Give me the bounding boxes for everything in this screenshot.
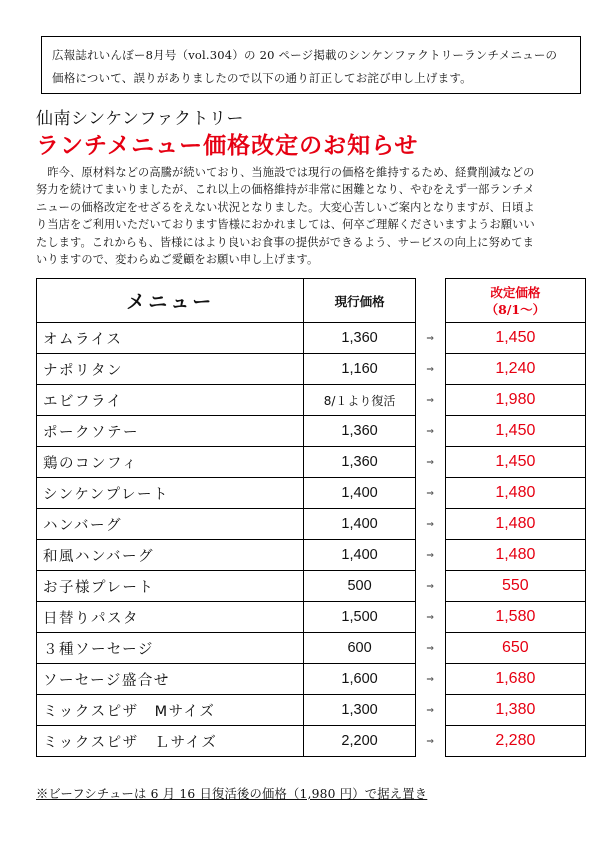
current-price: 8/１より復活 — [304, 385, 415, 416]
table-row — [37, 447, 586, 478]
menu-item-name: オムライス — [37, 323, 304, 354]
new-price: 1,380 — [445, 695, 585, 726]
arrow-right-icon: ⇒ — [426, 487, 434, 498]
menu-item-name: 和風ハンバーグ — [37, 540, 304, 571]
menu-item-name: ハンバーグ — [37, 509, 304, 540]
current-price: 600 — [304, 633, 415, 664]
table-row — [37, 571, 586, 602]
current-price: 1,400 — [304, 478, 415, 509]
header-new-price-label: 改定価格 — [490, 284, 541, 300]
new-price: 1,450 — [445, 323, 585, 354]
current-price: 1,160 — [304, 354, 415, 385]
current-price: 1,300 — [304, 695, 415, 726]
menu-item-name: 日替りパスタ — [37, 602, 304, 633]
notice-line-2: 価格について、誤りがありましたので以下の通り訂正してお詫び申し上げます。 — [52, 71, 472, 85]
table-row — [37, 416, 586, 447]
new-price: 650 — [445, 633, 585, 664]
intro-line: たします。これからも、皆様にはより良いお食事の提供ができるよう、サービスの向上に努めてま — [36, 235, 534, 249]
new-price: 1,240 — [445, 354, 585, 385]
page-title: ランチメニュー価格改定のお知らせ — [36, 132, 419, 159]
arrow-right-icon: ⇒ — [426, 704, 434, 715]
new-price: 1,980 — [445, 385, 585, 416]
menu-item-name: 鶏のコンフィ — [37, 447, 304, 478]
table-row — [37, 695, 586, 726]
notice-line-1: 広報誌れいんぼー8月号（vol.304）の 20 ページ掲載のシンケンファクトリーランチメニューの — [52, 48, 558, 62]
arrow-right-icon: ⇒ — [426, 363, 434, 374]
arrow-right-icon: ⇒ — [426, 735, 434, 746]
intro-line: 努力を続けてまいりましたが、これ以上の価格維持が非常に困難となり、やむをえず一部ランチメ — [36, 183, 535, 197]
current-price: 1,400 — [304, 540, 415, 571]
new-price: 1,580 — [445, 602, 585, 633]
new-price: 1,480 — [445, 509, 585, 540]
menu-item-name: ３種ソーセージ — [37, 633, 304, 664]
table-row — [37, 509, 586, 540]
current-price: 1,360 — [304, 416, 415, 447]
intro-line: 昨今、原材料などの高騰が続いており、当施設では現行の価格を維持するため、経費削減などの — [36, 166, 535, 179]
intro-line: り当店をご利用いただいております皆様におかれましては、何卒ご理解くださいますようお願いい — [36, 218, 535, 232]
table-row — [37, 323, 586, 354]
menu-item-name: ポークソテー — [37, 416, 304, 447]
menu-item-name: ミックスピザ Ｌサイズ — [37, 726, 304, 757]
table-row — [37, 540, 586, 571]
menu-item-name: シンケンプレート — [37, 478, 304, 509]
intro-line: いりますので、変わらぬご愛顧をお願い申し上げます。 — [36, 253, 319, 267]
new-price: 550 — [445, 571, 585, 602]
intro-paragraph — [36, 164, 581, 268]
table-header-row — [37, 279, 586, 323]
arrow-right-icon: ⇒ — [426, 580, 434, 591]
table-row — [37, 354, 586, 385]
table-row — [37, 664, 586, 695]
menu-item-name: ナポリタン — [37, 354, 304, 385]
current-price: 1,400 — [304, 509, 415, 540]
header-new-price — [445, 279, 585, 323]
menu-item-name: ミックスピザ Mサイズ — [37, 695, 304, 726]
intro-line: ニューの価格改定をせざるをえない状況となりました。大変心苦しいご案内となりますが、日頃よ — [36, 200, 535, 214]
menu-item-name: エビフライ — [37, 385, 304, 416]
correction-notice-box — [41, 36, 581, 94]
arrow-right-icon: ⇒ — [426, 642, 434, 653]
arrow-right-icon: ⇒ — [426, 611, 434, 622]
menu-item-name: ソーセージ盛合せ — [37, 664, 304, 695]
arrow-right-icon: ⇒ — [426, 456, 434, 467]
table-row — [37, 633, 586, 664]
menu-item-name: お子様プレート — [37, 571, 304, 602]
current-price: 1,500 — [304, 602, 415, 633]
current-price: 1,360 — [304, 323, 415, 354]
new-price: 1,450 — [445, 447, 585, 478]
header-new-price-date: （8/1～） — [485, 301, 546, 317]
new-price: 1,680 — [445, 664, 585, 695]
current-price: 2,200 — [304, 726, 415, 757]
arrow-right-icon: ⇒ — [426, 549, 434, 560]
header-current-price: 現行価格 — [304, 279, 415, 323]
arrow-right-icon: ⇒ — [426, 673, 434, 684]
table-row — [37, 602, 586, 633]
current-price: 500 — [304, 571, 415, 602]
table-row — [37, 385, 586, 416]
table-row — [37, 726, 586, 757]
new-price: 1,480 — [445, 478, 585, 509]
footnote: ※ビーフシチューは 6 月 16 日復活後の価格（1,980 円）で据え置き — [36, 787, 428, 801]
table-row — [37, 478, 586, 509]
current-price: 1,600 — [304, 664, 415, 695]
price-table — [36, 278, 586, 757]
arrow-right-icon: ⇒ — [426, 518, 434, 529]
arrow-right-icon: ⇒ — [426, 332, 434, 343]
new-price: 1,450 — [445, 416, 585, 447]
arrow-right-icon: ⇒ — [426, 394, 434, 405]
new-price: 2,280 — [445, 726, 585, 757]
header-menu: メニュー — [37, 279, 304, 323]
new-price: 1,480 — [445, 540, 585, 571]
arrow-right-icon: ⇒ — [426, 425, 434, 436]
header-spacer — [415, 279, 445, 323]
current-price: 1,360 — [304, 447, 415, 478]
store-name: 仙南シンケンファクトリー — [36, 109, 245, 129]
